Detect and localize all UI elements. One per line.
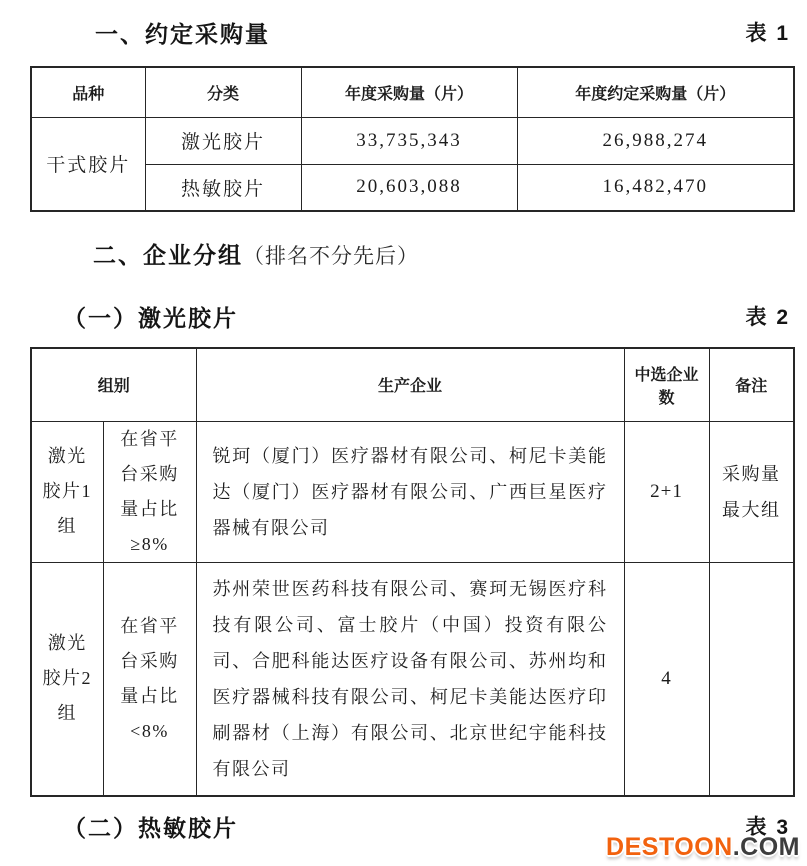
table1-header-category: 分类 bbox=[206, 85, 239, 103]
table2-cell-remark: 采购量最大组 bbox=[709, 421, 794, 562]
table2-header-group: 组别 bbox=[97, 378, 130, 396]
agreed-procurement-table bbox=[30, 66, 795, 212]
table2-row-group1 bbox=[31, 421, 794, 562]
table2-cell-selected-count: 4 bbox=[624, 562, 709, 796]
table1-cell-agreed: 16,482,470 bbox=[517, 164, 794, 211]
table2-cell-group: 激光胶片1组 bbox=[31, 421, 103, 562]
watermark-suffix: .COM bbox=[732, 833, 800, 861]
table1-header-agreed: 年度约定采购量（片） bbox=[575, 85, 736, 103]
table1-row-thermal bbox=[31, 164, 794, 211]
table2-header-row bbox=[31, 348, 794, 421]
section2-title-note: （排名不分先后） bbox=[243, 244, 419, 268]
table2-cell-selected-count: 2+1 bbox=[624, 421, 709, 562]
section1-heading-row bbox=[0, 18, 807, 50]
table1-cell-variety: 干式胶片 bbox=[31, 117, 145, 211]
table1-header-row bbox=[31, 67, 794, 117]
laser-film-grouping-table bbox=[30, 347, 795, 797]
section2-1-title: （一）激光胶片 bbox=[63, 305, 238, 331]
table2-header-remark: 备注 bbox=[735, 378, 768, 396]
table3-tag: 表 3 bbox=[745, 815, 790, 839]
table2-header-selected: 中选企业数 bbox=[634, 366, 699, 407]
section2-title bbox=[93, 239, 419, 272]
table2-cell-criteria: 在省平台采购量占比<8% bbox=[103, 562, 196, 796]
section2-2-title: （二）热敏胶片 bbox=[63, 814, 238, 841]
section2-title-bold: 二、企业分组 bbox=[93, 242, 243, 268]
table2-cell-producers: 锐珂（厦门）医疗器材有限公司、柯尼卡美能达（厦门）医疗器材有限公司、广西巨星医疗器械有限公司 bbox=[196, 421, 624, 562]
table2-cell-criteria: 在省平台采购量占比≥8% bbox=[103, 421, 196, 562]
table2-row-group2 bbox=[31, 562, 794, 796]
table1-tag: 表 1 bbox=[745, 22, 790, 45]
table1-header-variety: 品种 bbox=[72, 85, 105, 103]
table2-cell-remark bbox=[709, 562, 794, 796]
table2-header-producers: 生产企业 bbox=[378, 378, 443, 396]
table1-row-laser bbox=[31, 117, 794, 164]
table1-header-annual: 年度采购量（片） bbox=[344, 85, 473, 103]
table1-cell-category: 热敏胶片 bbox=[145, 164, 301, 211]
watermark-brand: DESTOON bbox=[606, 833, 733, 861]
table1-cell-agreed: 26,988,274 bbox=[517, 117, 794, 164]
table2-tag: 表 2 bbox=[745, 306, 790, 329]
table1-cell-annual: 20,603,088 bbox=[301, 164, 517, 211]
section1-title: 一、约定采购量 bbox=[95, 21, 270, 47]
table1-cell-category: 激光胶片 bbox=[145, 117, 301, 164]
destoon-watermark bbox=[606, 833, 800, 862]
table1-cell-annual: 33,735,343 bbox=[301, 117, 517, 164]
section2-1-heading-row bbox=[0, 302, 807, 334]
section2-heading-row bbox=[0, 239, 807, 272]
table2-cell-producers: 苏州荣世医药科技有限公司、赛珂无锡医疗科技有限公司、富士胶片（中国）投资有限公司、合肥科能达医疗设备有限公司、苏州均和医疗器械科技有限公司、柯尼卡美能达医疗印刷器材（上海）有限公司、北京世纪宇能科技有限公司 bbox=[196, 562, 624, 796]
table2-cell-group: 激光胶片2组 bbox=[31, 562, 103, 796]
